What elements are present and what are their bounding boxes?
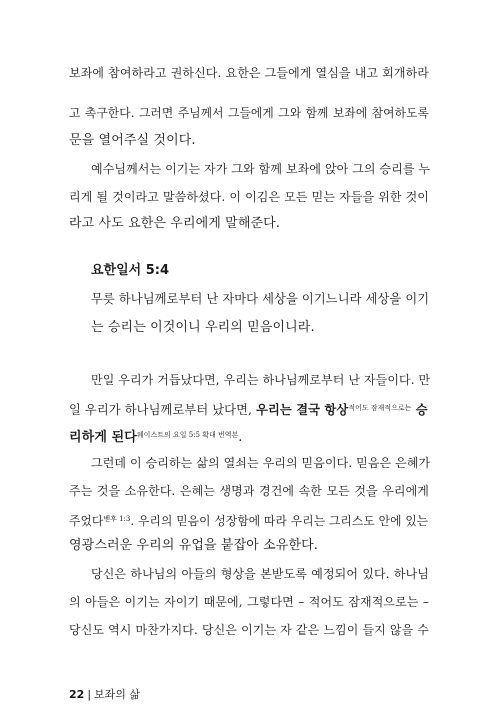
paragraph3-line2-end: 승 (411, 402, 428, 417)
scripture-heading: 요한일서 5:4 (91, 263, 170, 278)
paragraph5-line2: 의 아들은 이기는 자이기 때문에, 그렇다면 – 적어도 잠재적으로는 – (69, 595, 429, 609)
paragraph3-line3 (69, 426, 429, 447)
page-number: 22 (69, 688, 85, 701)
paragraph4-line3-ref: 벧후 1:3 (103, 515, 131, 523)
paragraph2-line1: 예수님께서는 이기는 자가 그와 함께 보좌에 앉아 그의 승리를 누 (91, 162, 431, 176)
paragraph4-line3 (69, 510, 429, 530)
paragraph3-line3-note: 웨이스트의 요일 5:5 확대 번역본 (136, 431, 239, 439)
paragraph4-line4: 영광스러운 우리의 유업을 붙잡아 소유한다. (69, 538, 319, 553)
paragraph4-line1: 그런데 이 승리하는 삶의 열쇠는 우리의 믿음이다. 믿음은 은혜가 (91, 456, 431, 470)
paragraph4-line2: 주는 것을 소유한다. 은혜는 생명과 경건에 속한 모든 것을 우리에게 (69, 484, 429, 498)
paragraph3-line1: 만일 우리가 거듭났다면, 우리는 하나님께로부터 난 자들이다. 만 (91, 373, 431, 387)
book-title: 보좌의 삶 (94, 688, 141, 701)
page-footer (69, 688, 140, 702)
scripture-line2: 는 승리는 이것이니 우리의 믿음이니라. (91, 320, 315, 335)
paragraph3-line2-note: 적어도 잠재적으로는 (348, 404, 412, 412)
paragraph2-line3: 라고 사도 요한은 우리에게 말해준다. (69, 216, 281, 231)
paragraph5-line3: 당신도 역시 마찬가지다. 당신은 이기는 자 같은 느낌이 들지 않을 수 (69, 623, 429, 637)
paragraph3-line3-bold: 리하게 된다 (69, 430, 137, 445)
paragraph3-line2-text: 일 우리가 하나님께로부터 났다면, (69, 403, 257, 417)
paragraph2-line2: 리게 될 것이라고 말씀하셨다. 이 이김은 모든 믿는 자들을 위한 것이 (69, 190, 429, 204)
paragraph3-line2-bold: 우리는 결국 항상 (256, 402, 349, 417)
paragraph3-line2 (69, 399, 429, 419)
paragraph1-line2: 고 촉구한다. 그러면 주님께서 그들에게 그와 함께 보좌에 참여하도록 (69, 106, 429, 120)
paragraph3-line3-end: . (238, 430, 243, 445)
paragraph4-line3-text: 주었다 (69, 514, 104, 528)
paragraph5-line1: 당신은 하나님의 아들의 형상을 본받도록 예정되어 있다. 하나님 (91, 567, 429, 581)
footer-separator: | (87, 688, 92, 701)
paragraph4-line3-rest: . 우리의 믿음이 성장함에 따라 우리는 그리스도 안에 있는 (130, 514, 429, 528)
paragraph1-line3: 문을 열어주실 것이다. (69, 133, 196, 148)
paragraph1-line1: 보좌에 참여하라고 권하신다. 요한은 그들에게 열심을 내고 회개하라 (69, 66, 429, 80)
scripture-line1: 무릇 하나님께로부터 난 자마다 세상을 이기느니라 세상을 이기 (91, 292, 430, 306)
